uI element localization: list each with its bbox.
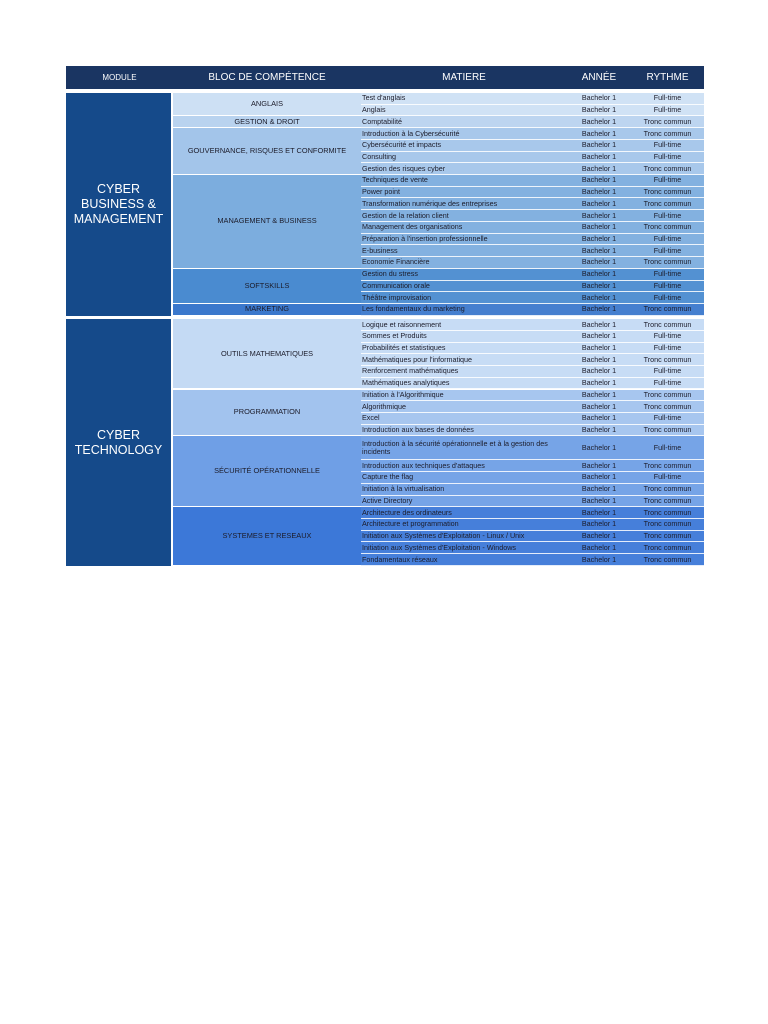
matiere-cell: Initiation à l'Algorithmique — [361, 390, 567, 402]
annee-cell: Bachelor 1 — [567, 198, 631, 210]
matiere-cell: Test d'anglais — [361, 93, 567, 105]
rythme-cell: Tronc commun — [631, 460, 704, 472]
annee-cell: Bachelor 1 — [567, 436, 631, 460]
rythme-cell: Tronc commun — [631, 496, 704, 508]
annee-cell: Bachelor 1 — [567, 413, 631, 425]
rythme-cell: Tronc commun — [631, 257, 704, 269]
annee-cell: Bachelor 1 — [567, 519, 631, 531]
annee-cell: Bachelor 1 — [567, 425, 631, 437]
bloc-cell: MANAGEMENT & BUSINESS — [173, 175, 361, 268]
annee-cell: Bachelor 1 — [567, 281, 631, 293]
rythme-cell: Tronc commun — [631, 425, 704, 437]
matiere-cell: Active Directory — [361, 496, 567, 508]
annee-cell: Bachelor 1 — [567, 245, 631, 257]
annee-cell: Bachelor 1 — [567, 93, 631, 105]
rythme-cell: Tronc commun — [631, 542, 704, 554]
matiere-cell: Les fondamentaux du marketing — [361, 304, 567, 316]
annee-cell: Bachelor 1 — [567, 507, 631, 519]
rythme-cell: Tronc commun — [631, 354, 704, 366]
rythme-cell: Full-time — [631, 343, 704, 355]
matiere-cell: Management des organisations — [361, 222, 567, 234]
matiere-cell: Comptabilité — [361, 116, 567, 128]
matiere-cell: Fondamentaux réseaux — [361, 554, 567, 566]
matiere-cell: Capture the flag — [361, 472, 567, 484]
rythme-cell: Full-time — [631, 210, 704, 222]
annee-cell: Bachelor 1 — [567, 116, 631, 128]
rythme-cell: Full-time — [631, 175, 704, 187]
header-matiere: MATIERE — [361, 66, 567, 89]
matiere-cell: Introduction aux bases de données — [361, 425, 567, 437]
rythme-cell: Tronc commun — [631, 116, 704, 128]
rythme-cell: Tronc commun — [631, 519, 704, 531]
matiere-cell: Gestion du stress — [361, 269, 567, 281]
annee-cell: Bachelor 1 — [567, 140, 631, 152]
annee-cell: Bachelor 1 — [567, 484, 631, 496]
rythme-cell: Tronc commun — [631, 198, 704, 210]
rythme-cell: Tronc commun — [631, 163, 704, 175]
matiere-cell: Transformation numérique des entreprises — [361, 198, 567, 210]
matiere-cell: Algorithmique — [361, 401, 567, 413]
matiere-cell: Power point — [361, 187, 567, 199]
annee-cell: Bachelor 1 — [567, 401, 631, 413]
annee-cell: Bachelor 1 — [567, 128, 631, 140]
bloc-cell: MARKETING — [173, 304, 361, 315]
matiere-cell: Logique et raisonnement — [361, 319, 567, 331]
matiere-cell: Excel — [361, 413, 567, 425]
matiere-cell: Probabilités et statistiques — [361, 343, 567, 355]
matiere-cell: Introduction à la sécurité opérationnelle et à la gestion des incidents — [361, 436, 567, 460]
rythme-cell: Tronc commun — [631, 304, 704, 316]
annee-cell: Bachelor 1 — [567, 163, 631, 175]
bloc-cell: OUTILS MATHEMATIQUES — [173, 319, 361, 388]
matiere-cell: Mathématiques analytiques — [361, 378, 567, 390]
matiere-cell: Préparation à l'insertion professionnelle — [361, 234, 567, 246]
rythme-cell: Full-time — [631, 152, 704, 164]
rythme-cell: Tronc commun — [631, 187, 704, 199]
header-annee: ANNÉE — [567, 66, 631, 89]
rythme-cell: Tronc commun — [631, 554, 704, 566]
rythme-cell: Full-time — [631, 93, 704, 105]
annee-cell: Bachelor 1 — [567, 496, 631, 508]
annee-cell: Bachelor 1 — [567, 269, 631, 281]
annee-cell: Bachelor 1 — [567, 234, 631, 246]
annee-cell: Bachelor 1 — [567, 378, 631, 390]
annee-cell: Bachelor 1 — [567, 105, 631, 117]
rythme-cell: Tronc commun — [631, 390, 704, 402]
rythme-cell: Full-time — [631, 234, 704, 246]
matiere-cell: Architecture des ordinateurs — [361, 507, 567, 519]
rythme-cell: Full-time — [631, 436, 704, 460]
matiere-cell: Anglais — [361, 105, 567, 117]
matiere-cell: Communication orale — [361, 281, 567, 293]
bloc-cell: SYSTEMES ET RESEAUX — [173, 507, 361, 565]
matiere-cell: Renforcement mathématiques — [361, 366, 567, 378]
matiere-cell: Initiation à la virtualisation — [361, 484, 567, 496]
matiere-cell: Initiation aux Systèmes d'Exploitation - Windows — [361, 542, 567, 554]
matiere-cell: Economie Financière — [361, 257, 567, 269]
matiere-cell: Sommes et Produits — [361, 331, 567, 343]
matiere-cell: Consulting — [361, 152, 567, 164]
rythme-cell: Full-time — [631, 292, 704, 304]
rythme-cell: Tronc commun — [631, 531, 704, 543]
rythme-cell: Tronc commun — [631, 319, 704, 331]
annee-cell: Bachelor 1 — [567, 366, 631, 378]
matiere-cell: Architecture et programmation — [361, 519, 567, 531]
bloc-cell: ANGLAIS — [173, 93, 361, 115]
matiere-cell: Gestion de la relation client — [361, 210, 567, 222]
annee-cell: Bachelor 1 — [567, 390, 631, 402]
rythme-cell: Full-time — [631, 105, 704, 117]
annee-cell: Bachelor 1 — [567, 542, 631, 554]
rythme-cell: Full-time — [631, 378, 704, 390]
annee-cell: Bachelor 1 — [567, 187, 631, 199]
header-bloc: BLOC DE COMPÉTENCE — [173, 66, 361, 89]
matiere-cell: Initiation aux Systèmes d'Exploitation - Linux / Unix — [361, 531, 567, 543]
rythme-cell: Full-time — [631, 413, 704, 425]
module-cell: CYBER TECHNOLOGY — [66, 319, 171, 566]
annee-cell: Bachelor 1 — [567, 257, 631, 269]
matiere-cell: Gestion des risques cyber — [361, 163, 567, 175]
bloc-cell: GOUVERNANCE, RISQUES ET CONFORMITE — [173, 128, 361, 174]
matiere-cell: Théâtre improvisation — [361, 292, 567, 304]
rythme-cell: Full-time — [631, 366, 704, 378]
annee-cell: Bachelor 1 — [567, 472, 631, 484]
matiere-cell: Cybersécurité et impacts — [361, 140, 567, 152]
matiere-cell: Mathématiques pour l'informatique — [361, 354, 567, 366]
annee-cell: Bachelor 1 — [567, 292, 631, 304]
rythme-cell: Tronc commun — [631, 222, 704, 234]
annee-cell: Bachelor 1 — [567, 554, 631, 566]
matiere-cell: E-business — [361, 245, 567, 257]
rythme-cell: Tronc commun — [631, 507, 704, 519]
matiere-cell: Introduction aux techniques d'attaques — [361, 460, 567, 472]
rythme-cell: Tronc commun — [631, 484, 704, 496]
annee-cell: Bachelor 1 — [567, 152, 631, 164]
rythme-cell: Full-time — [631, 269, 704, 281]
rythme-cell: Full-time — [631, 281, 704, 293]
bloc-cell: SÉCURITÉ OPÉRATIONNELLE — [173, 436, 361, 506]
rythme-cell: Full-time — [631, 472, 704, 484]
annee-cell: Bachelor 1 — [567, 460, 631, 472]
annee-cell: Bachelor 1 — [567, 319, 631, 331]
bloc-cell: PROGRAMMATION — [173, 390, 361, 436]
annee-cell: Bachelor 1 — [567, 210, 631, 222]
bloc-cell: GESTION & DROIT — [173, 116, 361, 127]
rythme-cell: Tronc commun — [631, 401, 704, 413]
matiere-cell: Introduction à la Cybersécurité — [361, 128, 567, 140]
annee-cell: Bachelor 1 — [567, 175, 631, 187]
annee-cell: Bachelor 1 — [567, 354, 631, 366]
matiere-cell: Techniques de vente — [361, 175, 567, 187]
annee-cell: Bachelor 1 — [567, 531, 631, 543]
header-module: MODULE — [66, 66, 173, 89]
annee-cell: Bachelor 1 — [567, 304, 631, 316]
annee-cell: Bachelor 1 — [567, 222, 631, 234]
rythme-cell: Full-time — [631, 140, 704, 152]
annee-cell: Bachelor 1 — [567, 331, 631, 343]
module-cell: CYBER BUSINESS & MANAGEMENT — [66, 93, 171, 316]
rythme-cell: Full-time — [631, 245, 704, 257]
bloc-cell: SOFTSKILLS — [173, 269, 361, 303]
header-rythme: RYTHME — [631, 66, 704, 89]
rythme-cell: Tronc commun — [631, 128, 704, 140]
rythme-cell: Full-time — [631, 331, 704, 343]
annee-cell: Bachelor 1 — [567, 343, 631, 355]
